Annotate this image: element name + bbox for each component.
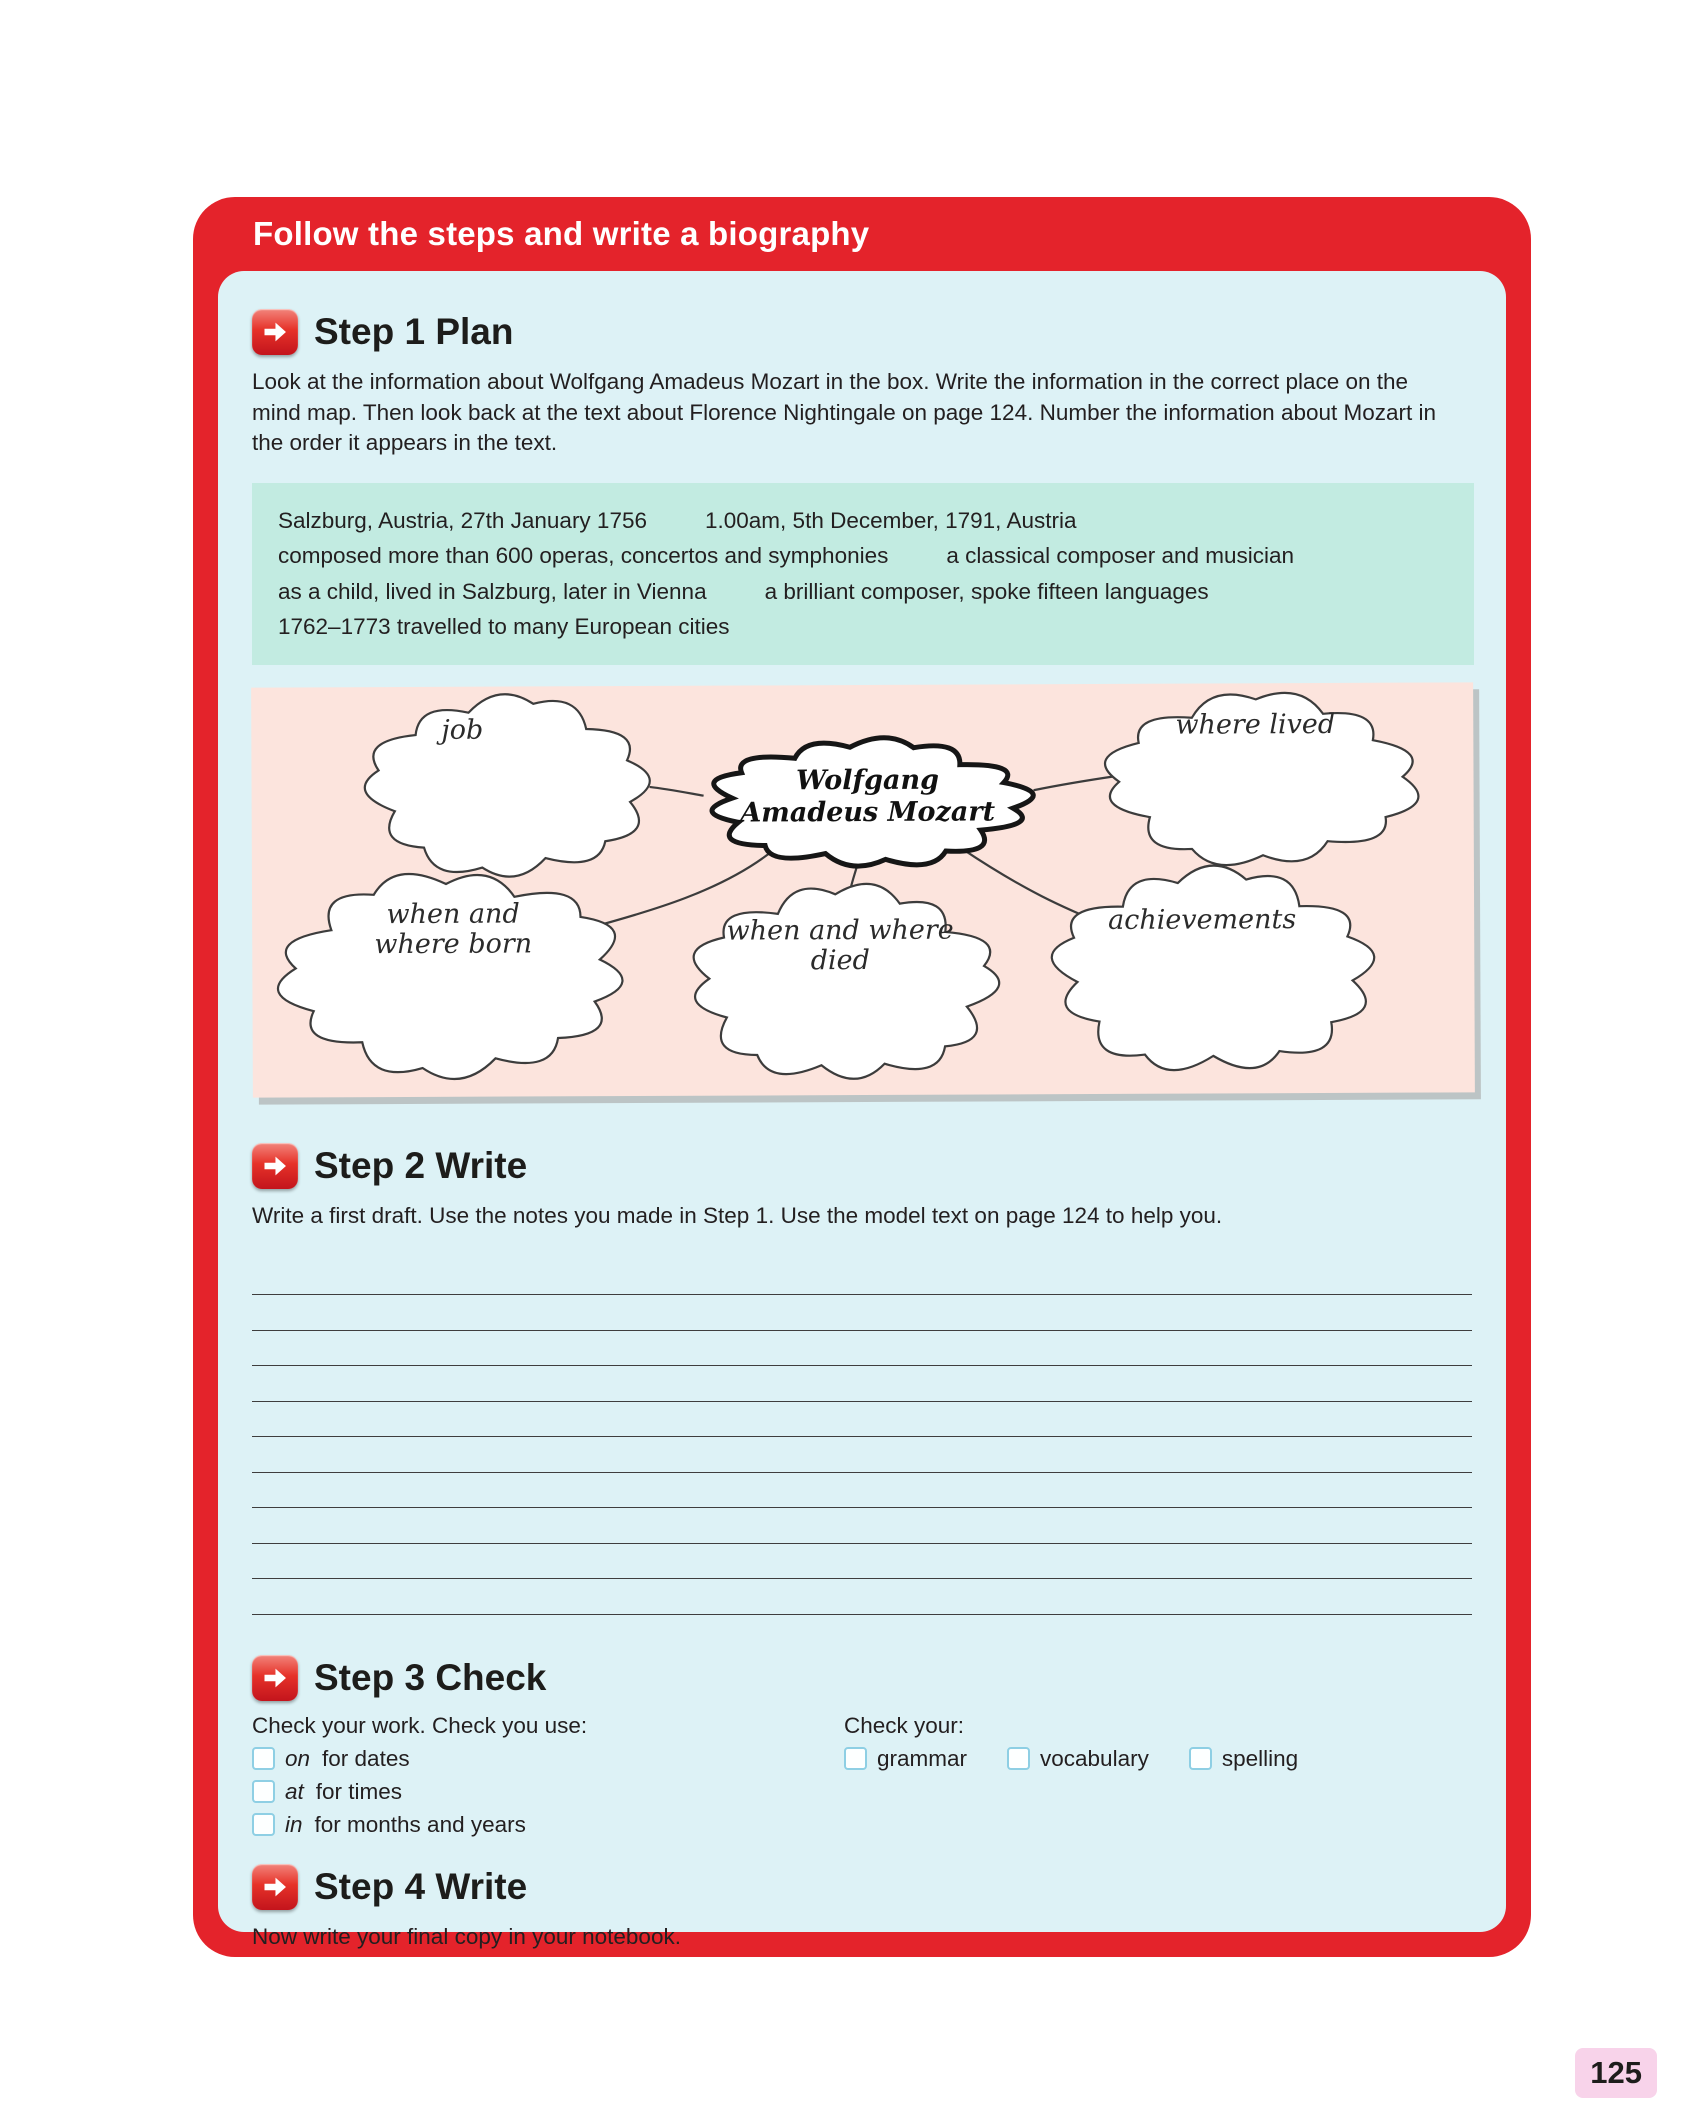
arrow-right-icon (261, 1152, 289, 1180)
step1-title: Step 1 Plan (314, 311, 514, 352)
checkbox-word: in (285, 1811, 303, 1837)
checkbox[interactable] (1189, 1747, 1212, 1770)
check-your-heading: Check your: (844, 1712, 965, 1738)
checkbox-at-for-times[interactable] (252, 1779, 844, 1805)
writing-line[interactable] (252, 1544, 1472, 1580)
checkbox[interactable] (252, 1747, 275, 1770)
step2-heading (252, 1143, 1474, 1189)
cloud-died[interactable] (693, 883, 999, 1079)
cloud-label-born-1: when and (386, 898, 520, 931)
step1-heading (252, 309, 1474, 355)
writing-lines (252, 1260, 1472, 1615)
checkbox[interactable] (844, 1747, 867, 1770)
writing-line[interactable] (252, 1579, 1472, 1615)
checkbox[interactable] (252, 1780, 275, 1803)
info-row (278, 574, 1456, 610)
checkbox-word: on (285, 1745, 311, 1771)
checkbox-label: for times (315, 1778, 403, 1804)
step4-heading (252, 1864, 1474, 1910)
writing-line[interactable] (252, 1366, 1472, 1402)
step3-heading (252, 1655, 1474, 1701)
mind-map-box (251, 682, 1475, 1097)
cloud-label-where-lived: where lived (1175, 708, 1336, 741)
info-item: Salzburg, Austria, 27th January 1756 (278, 507, 647, 533)
link-center-job (650, 787, 704, 796)
link-center-where-lived (1034, 776, 1118, 790)
checkbox-label: grammar (877, 1745, 968, 1771)
red-arrow-icon (252, 1143, 298, 1189)
checkbox-label: for months and years (314, 1811, 526, 1837)
red-arrow-icon (252, 309, 298, 355)
cloud-label-died-2: died (810, 944, 870, 977)
checkbox-spelling[interactable] (1189, 1746, 1298, 1772)
arrow-right-icon (261, 1873, 289, 1901)
red-arrow-icon (252, 1655, 298, 1701)
arrow-right-icon (261, 1664, 289, 1692)
info-item: 1762–1773 travelled to many European cities (278, 614, 730, 640)
cloud-label-died-1: when and where (726, 914, 954, 947)
writing-line[interactable] (252, 1331, 1472, 1367)
mozart-info-box (252, 483, 1474, 665)
page-number: 125 (1590, 2055, 1642, 2090)
step2-instructions: Write a first draft. Use the notes you made in Step 1. Use the model text on page 124 to help you. (252, 1202, 1223, 1228)
step2-title: Step 2 Write (314, 1144, 528, 1186)
cloud-label-job: job (441, 714, 484, 746)
checkbox-label: spelling (1221, 1745, 1299, 1771)
arrow-right-icon (261, 318, 289, 346)
page-number-badge (1575, 2048, 1657, 2098)
check-use-heading: Check your work. Check you use: (252, 1712, 588, 1738)
checkbox-word: at (285, 1778, 304, 1804)
checkbox[interactable] (1007, 1747, 1030, 1770)
checkbox[interactable] (252, 1813, 275, 1836)
checkbox-label: vocabulary (1040, 1745, 1149, 1771)
step1-instructions: Look at the information about Wolfgang Amadeus Mozart in the box. Write the information in the correct place on the mind map. Then look back at the text about Florence Nightingale on page 124. Number the information about Mozart in the order it appears in the text. (252, 369, 1437, 456)
cloud-achievements[interactable] (1051, 865, 1374, 1071)
info-row (278, 609, 1456, 645)
writing-line[interactable] (252, 1295, 1472, 1331)
red-frame (193, 197, 1531, 1957)
cloud-job[interactable] (364, 694, 650, 878)
check-area (252, 1713, 1474, 1838)
info-item: 1.00am, 5th December, 1791, Austria (705, 507, 1077, 533)
cloud-label-achievements: achievements (1107, 904, 1297, 936)
page-header (193, 197, 1531, 271)
check-column-your (844, 1713, 1474, 1838)
mind-map-svg (251, 682, 1475, 1097)
checkbox-vocabulary[interactable] (1007, 1746, 1149, 1772)
checkbox-grammar[interactable] (844, 1746, 967, 1772)
step4-instructions: Now write your final copy in your notebook. (252, 1923, 681, 1949)
checkbox-on-for-dates[interactable] (252, 1746, 844, 1772)
check-your-row (844, 1739, 1474, 1772)
info-item: a brilliant composer, spoke fifteen languages (764, 578, 1209, 604)
info-item: a classical composer and musician (946, 543, 1295, 569)
content-panel (218, 271, 1506, 1949)
info-item: as a child, lived in Salzburg, later in Vienna (278, 578, 707, 604)
writing-line[interactable] (252, 1508, 1472, 1544)
red-arrow-icon (252, 1864, 298, 1910)
cloud-label-center-1: Wolfgang (796, 764, 940, 797)
page-header-title: Follow the steps and write a biography (253, 215, 870, 252)
writing-line[interactable] (252, 1260, 1472, 1296)
writing-line[interactable] (252, 1402, 1472, 1438)
info-item: composed more than 600 operas, concertos and symphonies (278, 543, 889, 569)
writing-line[interactable] (252, 1437, 1472, 1473)
cloud-label-center-2: Amadeus Mozart (740, 796, 996, 829)
info-row (278, 503, 1456, 539)
writing-line[interactable] (252, 1473, 1472, 1509)
check-column-use (252, 1713, 844, 1838)
info-row (278, 538, 1456, 574)
checkbox-in-for-months[interactable] (252, 1812, 844, 1838)
cloud-label-born-2: where born (374, 928, 533, 961)
checkbox-label: for dates (322, 1745, 410, 1771)
step3-title: Step 3 Check (314, 1656, 547, 1698)
step4-title: Step 4 Write (314, 1865, 528, 1907)
